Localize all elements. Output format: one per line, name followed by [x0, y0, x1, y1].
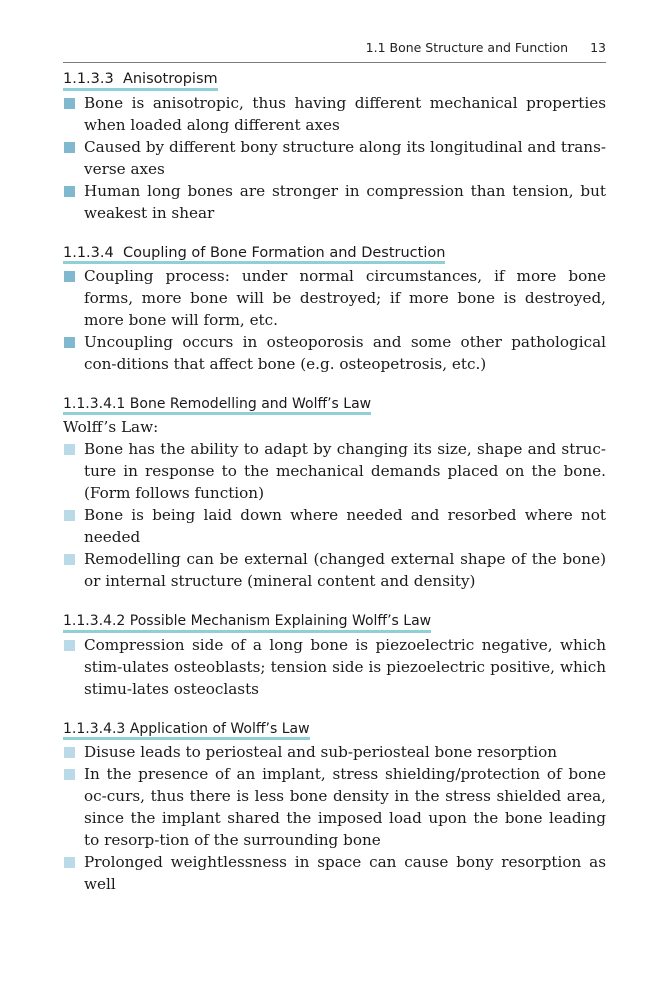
- square-bullet-icon: [64, 142, 75, 153]
- subsection-heading: 1.1.3.4.2 Possible Mechanism Explaining Wolff’s Law: [63, 613, 431, 632]
- square-bullet-icon: [64, 337, 75, 348]
- section-heading: 1.1.3.3 Anisotropism: [63, 71, 218, 91]
- subsection-heading: 1.1.3.4.3 Application of Wolff’s Law: [63, 721, 310, 740]
- list-item: Prolonged weightlessness in space can cause bony resorption as well: [63, 851, 606, 895]
- square-bullet-icon: [64, 510, 75, 521]
- list-item: Compression side of a long bone is piezoelectric negative, which stim-ulates osteoblasts; tension side is piezoelectric positive, which stimu-lates osteoclasts: [63, 634, 606, 700]
- list-item: Human long bones are stronger in compression than tension, but weakest in shear: [63, 180, 606, 224]
- list-item: Remodelling can be external (changed external shape of the bone) or internal structure (mineral content and density): [63, 548, 606, 592]
- bullet-list: [63, 265, 606, 375]
- section-heading: 1.1.3.4 Coupling of Bone Formation and Destruction: [63, 245, 445, 265]
- section-remodelling: [63, 393, 606, 592]
- bullet-list: [63, 634, 606, 700]
- list-item: Coupling process: under normal circumstances, if more bone forms, more bone will be destroyed; if more bone is destroyed, more bone will form, etc.: [63, 265, 606, 331]
- square-bullet-icon: [64, 444, 75, 455]
- list-item: Uncoupling occurs in osteoporosis and some other pathological con-ditions that affect bone (e.g. osteopetrosis, etc.): [63, 331, 606, 375]
- square-bullet-icon: [64, 554, 75, 565]
- list-item: Bone is being laid down where needed and resorbed where not needed: [63, 504, 606, 548]
- section-coupling: [63, 242, 606, 376]
- list-item: Bone has the ability to adapt by changing its size, shape and struc-ture in response to the mechanical demands placed on the bone. (Form follows function): [63, 438, 606, 504]
- running-header: [63, 40, 606, 55]
- lead-text: Wolff’s Law:: [63, 418, 159, 437]
- section-anisotropism: [63, 68, 606, 224]
- list-item: Disuse leads to periosteal and sub-periosteal bone resorption: [63, 741, 606, 763]
- square-bullet-icon: [64, 640, 75, 651]
- subsection-heading: 1.1.3.4.1 Bone Remodelling and Wolff’s Law: [63, 396, 371, 415]
- page-number: 13: [590, 40, 606, 55]
- section-application: [63, 718, 606, 895]
- header-rule: [63, 62, 606, 63]
- square-bullet-icon: [64, 271, 75, 282]
- list-item: Bone is anisotropic, thus having different mechanical properties when loaded along different axes: [63, 92, 606, 136]
- square-bullet-icon: [64, 769, 75, 780]
- square-bullet-icon: [64, 857, 75, 868]
- bullet-list: [63, 741, 606, 895]
- page-content: [63, 68, 606, 913]
- square-bullet-icon: [64, 747, 75, 758]
- section-mechanism: [63, 610, 606, 699]
- running-title: 1.1 Bone Structure and Function: [365, 40, 569, 55]
- bullet-list: [63, 92, 606, 224]
- list-item: In the presence of an implant, stress shielding/protection of bone oc-curs, thus there is less bone density in the stress shielded area, since the implant shared the imposed load upon the bone leading to resorp-tion of the surrounding bone: [63, 763, 606, 851]
- square-bullet-icon: [64, 98, 75, 109]
- bullet-list: [63, 438, 606, 592]
- square-bullet-icon: [64, 186, 75, 197]
- list-item: Caused by different bony structure along its longitudinal and trans-verse axes: [63, 136, 606, 180]
